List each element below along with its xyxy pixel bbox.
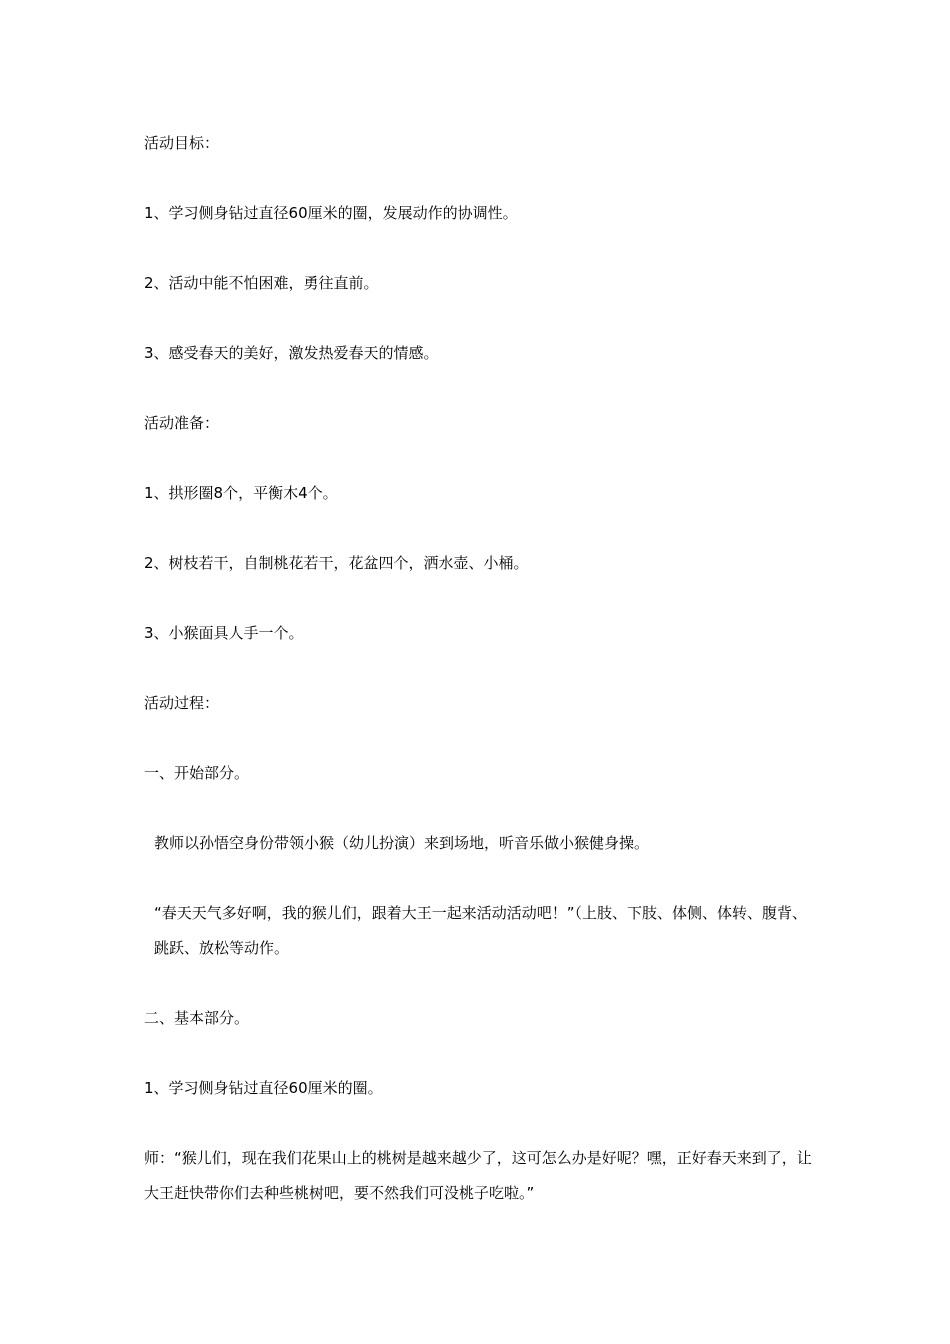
process-part-1-text: 教师以孙悟空身份带领小猴（幼儿扮演）来到场地，听音乐做小猴健身操。 [154, 834, 650, 852]
process-part-2-heading: 二、基本部分。 [144, 1009, 250, 1027]
process-part-2-item-1: 1、学习侧身钻过直径60厘米的圈。 [144, 1079, 383, 1097]
goal-item-1: 1、学习侧身钻过直径60厘米的圈，发展动作的协调性。 [144, 204, 518, 222]
goal-item-2: 2、活动中能不怕困难，勇往直前。 [144, 274, 379, 292]
preparation-item-2: 2、树枝若干，自制桃花若干，花盆四个，洒水壶、小桶。 [144, 554, 529, 572]
section-heading-preparation: 活动准备： [144, 414, 220, 432]
preparation-item-1: 1、拱形圈8个，平衡木4个。 [144, 484, 338, 502]
section-heading-goals: 活动目标： [144, 134, 220, 152]
section-heading-process: 活动过程： [144, 694, 220, 712]
document-body [144, 126, 812, 1246]
process-part-2-teacher-quote: 师：“猴儿们，现在我们花果山上的桃树是越来越少了，这可怎么办是好呢？嘿，正好春天来到了，让大王赶快带你们去种些桃树吧，要不然我们可没桃子吃啦。” [144, 1149, 812, 1202]
preparation-item-3: 3、小猴面具人手一个。 [144, 624, 304, 642]
goal-item-3: 3、感受春天的美好，激发热爱春天的情感。 [144, 344, 439, 362]
process-part-1-quote: “春天天气多好啊，我的猴儿们，跟着大王一起来活动活动吧！”（上肢、下肢、体侧、体转、腹背、跳跃、放松等动作。 [154, 904, 808, 957]
process-part-1-heading: 一、开始部分。 [144, 764, 250, 782]
